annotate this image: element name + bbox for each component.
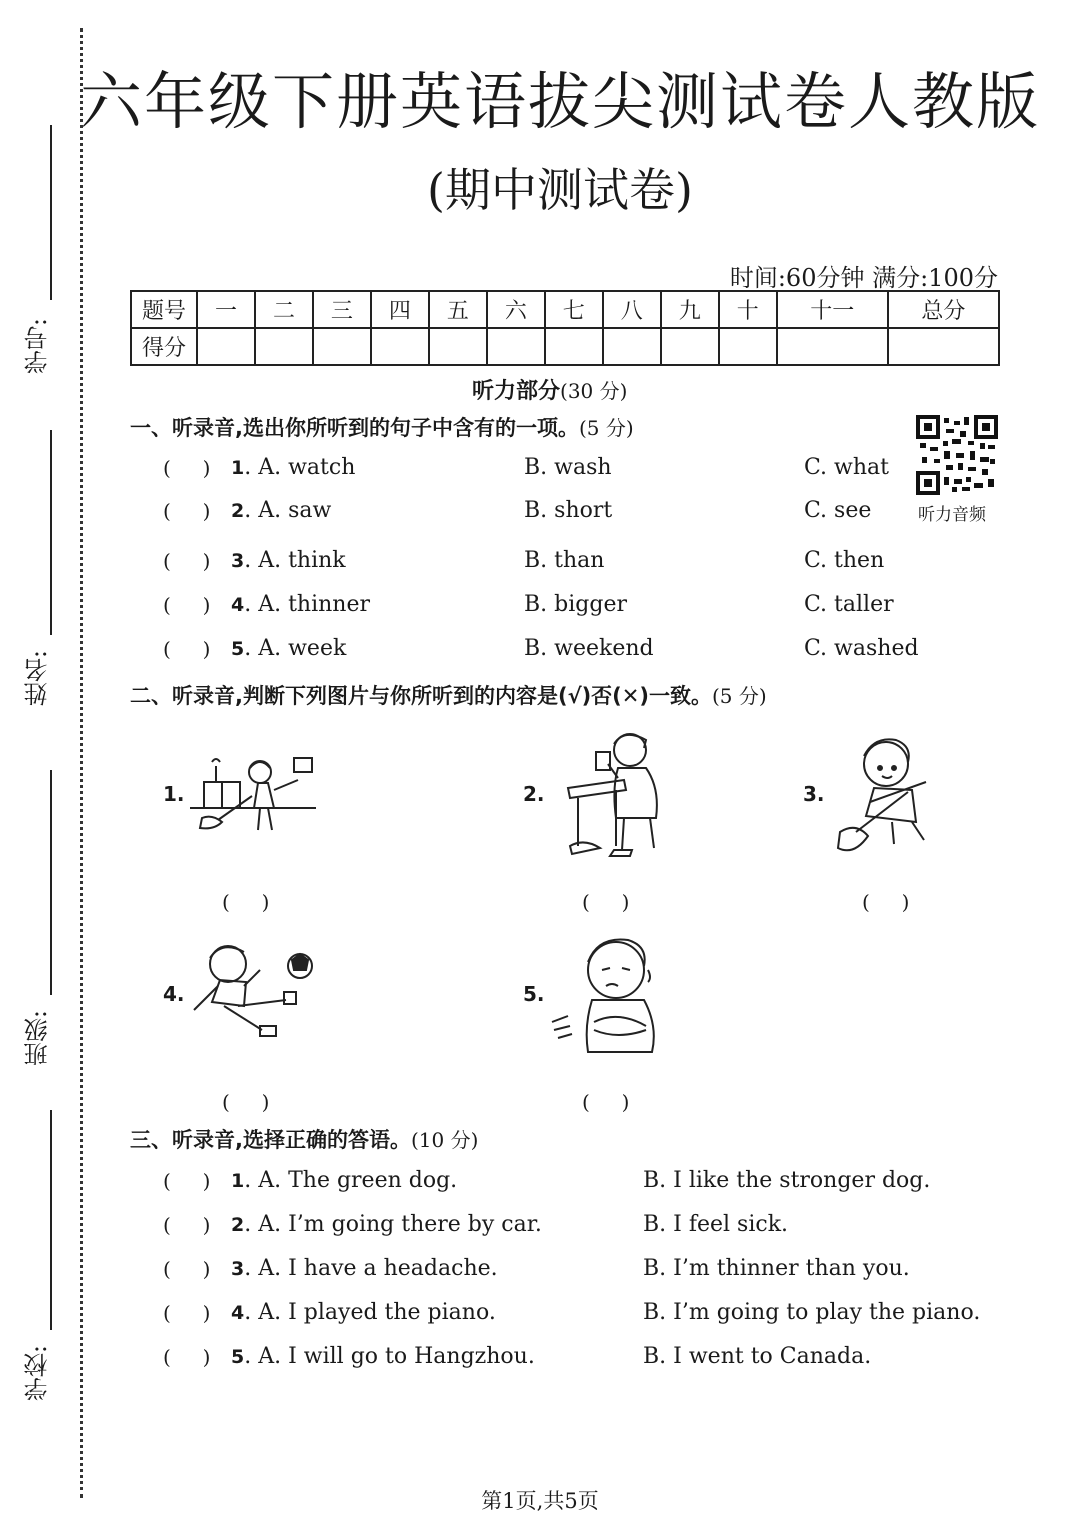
option-a xyxy=(231,1212,542,1237)
score-table-header-row xyxy=(131,291,999,328)
listening-points: (30 分) xyxy=(560,379,628,403)
option-a-text: . A. think xyxy=(244,548,346,573)
section1-title: 一、听录音,选出你所听到的句子中含有的一项。 xyxy=(130,416,579,440)
score-cell: 七 xyxy=(545,291,603,328)
section2-heading xyxy=(130,680,767,710)
option-a xyxy=(231,1300,496,1325)
class-label: 班级: xyxy=(24,1010,52,1067)
option-b: B. I went to Canada. xyxy=(643,1344,872,1369)
picture-number: 4. xyxy=(163,982,185,1006)
name-blank[interactable] xyxy=(50,430,52,635)
score-input-cell[interactable] xyxy=(429,328,487,365)
picture-number: 3. xyxy=(803,782,825,806)
score-input-cell[interactable] xyxy=(603,328,661,365)
page-title: 六年级下册英语拔尖测试卷人教版 xyxy=(79,65,1040,138)
question-number: 1 xyxy=(231,457,245,479)
option-a xyxy=(231,1256,498,1281)
option-a xyxy=(231,1344,535,1369)
score-cell: 一 xyxy=(197,291,255,328)
answer-bracket[interactable]: ( ) xyxy=(163,1213,211,1237)
option-a xyxy=(231,592,370,617)
option-b: B. I’m going to play the piano. xyxy=(643,1300,981,1325)
score-cell: 三 xyxy=(313,291,371,328)
score-table-score-row xyxy=(131,328,999,365)
score-row-label: 得分 xyxy=(131,328,197,365)
section2-title: 二、听录音,判断下列图片与你所听到的内容是(√)否(✕)一致。 xyxy=(130,684,712,708)
score-cell: 十 xyxy=(719,291,777,328)
option-c: C. taller xyxy=(804,592,894,617)
question-number: 2 xyxy=(231,1214,245,1236)
page-number: 第1页,共5页 xyxy=(481,1489,599,1513)
option-a-text: . A. week xyxy=(244,636,347,661)
section3-heading xyxy=(130,1124,478,1154)
option-c: C. what xyxy=(804,455,889,480)
score-input-cell[interactable] xyxy=(197,328,255,365)
option-a xyxy=(231,548,346,573)
answer-bracket[interactable]: ( ) xyxy=(163,456,211,480)
page-subtitle: (期中测试卷) xyxy=(427,163,693,217)
question-number: 5 xyxy=(231,638,245,660)
judgement-bracket[interactable]: ( ) xyxy=(582,890,630,914)
answer-bracket[interactable]: ( ) xyxy=(163,1257,211,1281)
question-number: 1 xyxy=(231,1170,245,1192)
option-c: C. see xyxy=(804,498,872,523)
answer-bracket[interactable]: ( ) xyxy=(163,1169,211,1193)
option-a-text: . A. The green dog. xyxy=(244,1168,458,1193)
time-info: 时间:60分钟 满分:100分 xyxy=(729,264,998,292)
option-b: B. short xyxy=(524,498,613,523)
section2-points: (5 分) xyxy=(711,684,767,708)
score-cell: 六 xyxy=(487,291,545,328)
option-b: B. than xyxy=(524,548,605,573)
qr-caption: 听力音频 xyxy=(918,505,986,525)
option-a xyxy=(231,636,346,661)
option-a-text: . A. I played the piano. xyxy=(244,1300,496,1325)
question-number: 4 xyxy=(231,594,245,616)
class-blank[interactable] xyxy=(50,770,52,995)
school-blank[interactable] xyxy=(50,1110,52,1330)
score-input-cell[interactable] xyxy=(255,328,313,365)
score-input-cell[interactable] xyxy=(777,328,888,365)
option-a xyxy=(231,498,331,523)
section1-points: (5 分) xyxy=(578,416,634,440)
option-b: B. wash xyxy=(524,455,612,480)
question-number: 5 xyxy=(231,1346,245,1368)
student-id-label: 学号: xyxy=(24,318,52,375)
question-number: 4 xyxy=(231,1302,245,1324)
picture-number: 1. xyxy=(163,782,185,806)
girl-sweeping-illustration xyxy=(188,748,318,836)
score-cell: 八 xyxy=(603,291,661,328)
sick-boy-illustration xyxy=(548,930,664,1056)
answer-bracket[interactable]: ( ) xyxy=(163,499,211,523)
option-c: C. washed xyxy=(804,636,919,661)
score-cell: 题号 xyxy=(131,291,197,328)
answer-bracket[interactable]: ( ) xyxy=(163,593,211,617)
judgement-bracket[interactable]: ( ) xyxy=(222,890,270,914)
score-cell: 四 xyxy=(371,291,429,328)
name-label: 姓名: xyxy=(24,650,52,707)
option-a-text: . A. watch xyxy=(244,455,356,480)
section1-heading xyxy=(130,412,634,442)
boy-playing-football-illustration xyxy=(188,940,320,1044)
score-input-cell[interactable] xyxy=(313,328,371,365)
section3-points: (10 分) xyxy=(410,1128,479,1152)
option-a-text: . A. I will go to Hangzhou. xyxy=(244,1344,535,1369)
qr-code-icon[interactable] xyxy=(916,415,998,495)
option-a xyxy=(231,1168,457,1193)
boy-sweeping-illustration xyxy=(834,732,942,860)
score-input-cell[interactable] xyxy=(719,328,777,365)
option-a-text: . A. thinner xyxy=(244,592,371,617)
answer-bracket[interactable]: ( ) xyxy=(163,549,211,573)
score-input-cell[interactable] xyxy=(487,328,545,365)
score-cell: 九 xyxy=(661,291,719,328)
option-b: B. I like the stronger dog. xyxy=(643,1168,931,1193)
answer-bracket[interactable]: ( ) xyxy=(163,1301,211,1325)
judgement-bracket[interactable]: ( ) xyxy=(222,1090,270,1114)
option-b: B. I’m thinner than you. xyxy=(643,1256,910,1281)
score-cell: 二 xyxy=(255,291,313,328)
judgement-bracket[interactable]: ( ) xyxy=(862,890,910,914)
question-number: 3 xyxy=(231,1258,245,1280)
score-input-cell[interactable] xyxy=(661,328,719,365)
judgement-bracket[interactable]: ( ) xyxy=(582,1090,630,1114)
picture-number: 2. xyxy=(523,782,545,806)
score-cell: 十一 xyxy=(777,291,888,328)
binding-dotted-line xyxy=(80,28,83,1498)
score-input-cell[interactable] xyxy=(371,328,429,365)
listening-heading xyxy=(472,374,627,405)
option-a xyxy=(231,455,355,480)
score-input-cell[interactable] xyxy=(888,328,999,365)
answer-bracket[interactable]: ( ) xyxy=(163,1345,211,1369)
answer-bracket[interactable]: ( ) xyxy=(163,637,211,661)
score-cell: 总分 xyxy=(888,291,999,328)
school-label: 学校: xyxy=(24,1345,52,1402)
option-b: B. I feel sick. xyxy=(643,1212,789,1237)
boy-reading-illustration xyxy=(564,728,668,860)
score-input-cell[interactable] xyxy=(545,328,603,365)
picture-number: 5. xyxy=(523,982,545,1006)
option-a-text: . A. saw xyxy=(244,498,332,523)
question-number: 2 xyxy=(231,500,245,522)
option-a-text: . A. I have a headache. xyxy=(244,1256,498,1281)
section3-title: 三、听录音,选择正确的答语。 xyxy=(130,1128,411,1152)
option-b: B. weekend xyxy=(524,636,654,661)
listening-title: 听力部分 xyxy=(472,379,561,404)
option-b: B. bigger xyxy=(524,592,627,617)
option-c: C. then xyxy=(804,548,885,573)
option-a-text: . A. I’m going there by car. xyxy=(244,1212,542,1237)
score-table xyxy=(130,290,1000,366)
question-number: 3 xyxy=(231,550,245,572)
score-cell: 五 xyxy=(429,291,487,328)
